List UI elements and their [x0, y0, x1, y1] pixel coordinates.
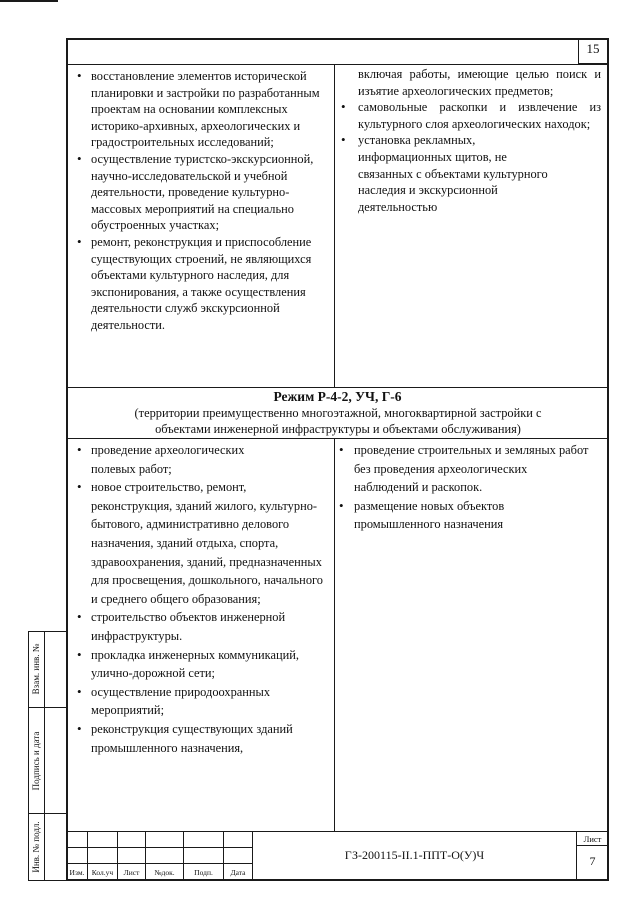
- stamp-col-label-sign: Подп.: [194, 868, 213, 877]
- frame-top: [66, 38, 609, 40]
- list-item: • проведение археологических полевых работ;: [76, 441, 329, 478]
- stamp-col-label-kolvo: Кол.уч: [91, 868, 114, 877]
- list-item: • осуществление природоохранных мероприятий;: [76, 683, 329, 720]
- scan-artifact-line: [0, 0, 58, 2]
- list-item: • восстановление элементов исторической планировки и застройки по разработанным проектам на основании комплексных историко-архивных, археологических и градостроительных исследований;: [76, 68, 329, 151]
- sheet-label: Лист: [583, 834, 602, 844]
- list-item: • размещение новых объектов промышленного назначения: [338, 497, 600, 534]
- list-item: • ремонт, реконструкция и приспособление существующих строений, не являющихся объектами культурного наследия, для экспонирования, а также осуществления деятельности служб экскурсионной деятельности.: [76, 234, 329, 334]
- margin-strip-bottom: [28, 880, 66, 881]
- list-item: • новое строительство, ремонт, реконструкция, зданий жилого, культурно-бытового, административно делового назначения, зданий отдыха, спорта, здравоохранения, зданий, предназначенных для просвещения, дошкольного, начального и среднего общего образования;: [76, 478, 329, 608]
- regime-top-line: [66, 387, 609, 388]
- list-item: • прокладка инженерных коммуникаций, улично-дорожной сети;: [76, 646, 329, 683]
- column-divider-1: [334, 64, 335, 387]
- frame-bottom: [66, 879, 609, 881]
- margin-label-signature-date: Подпись и дата: [31, 731, 41, 791]
- frame-right: [607, 38, 609, 881]
- margin-label-original-inventory: Инв. № подл.: [31, 821, 41, 873]
- stamp-col-label-doc: №док.: [154, 868, 175, 877]
- regime-subtitle: (территории преимущественно многоэтажной, многоквартирной застройки с объектами инженерной инфраструктуры и объектами обслуживания): [134, 406, 542, 436]
- list-item: • проведение строительных и земляных работ без проведения археологических наблюдений и раскопок.: [338, 441, 600, 497]
- list-item: • осуществление туристско-экскурсионной, научно-исследовательской и учебной деятельности, проведение культурно-массовых мероприятий на специально обустроенных участках;: [76, 151, 329, 234]
- stamp-col-label-list: Лист: [123, 868, 140, 877]
- sheet-number: 7: [589, 854, 596, 868]
- stamp-top-line: [66, 831, 609, 832]
- margin-label-substitute-inventory: Взам. инв. №: [31, 643, 41, 695]
- stamp-col-label-date: Дата: [230, 868, 246, 877]
- list-item: • установка рекламных, информационных щитов, не связанных с объектами культурного наследия и экскурсионной деятельностью: [340, 132, 601, 215]
- stamp-sheet-row: [576, 845, 609, 846]
- stamp-col-label-izm: Изм.: [69, 868, 85, 877]
- section2-left-cell: [76, 441, 329, 757]
- list-item: • реконструкция существующих зданий промышленного назначения,: [76, 720, 329, 757]
- list-item: • самовольные раскопки и извлечение из культурного слоя археологических находок;: [340, 99, 601, 132]
- stamp-row-2: [66, 863, 252, 864]
- regime-title: Режим Р-4-2, УЧ, Г-6: [273, 389, 402, 404]
- continuation-text: включая работы, имеющие целью поиск и изъятие археологических предметов;: [358, 67, 601, 98]
- document-code: ГЗ-200115-II.1-ППТ-О(У)Ч: [344, 848, 485, 862]
- column-divider-2: [334, 438, 335, 831]
- regime-bottom-line: [66, 438, 609, 439]
- section1-left-cell: [76, 68, 329, 334]
- table-top-line: [66, 64, 609, 65]
- page-number: 15: [586, 41, 600, 56]
- list-item: • строительство объектов инженерной инфраструктуры.: [76, 608, 329, 645]
- frame-left: [66, 38, 68, 881]
- section2-right-cell: [338, 441, 600, 534]
- stamp-row-1: [66, 847, 252, 848]
- section1-right-cell: [340, 66, 601, 215]
- margin-strip-mid: [44, 631, 45, 881]
